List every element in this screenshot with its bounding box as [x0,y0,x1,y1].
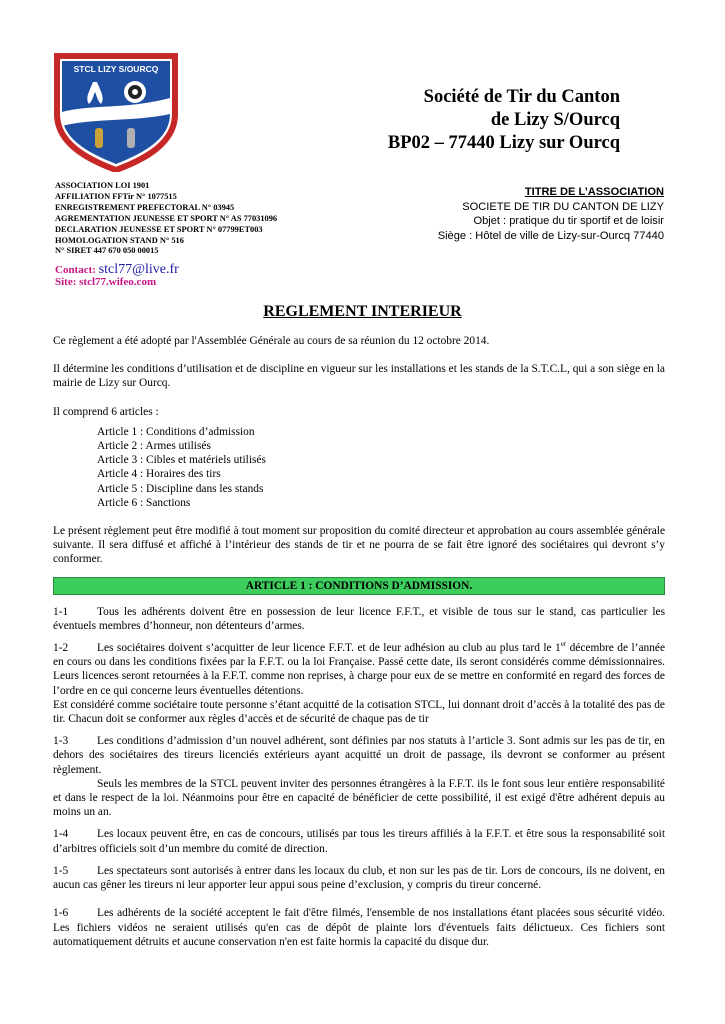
association-title-block [380,185,664,243]
org-title-line1: Société de Tir du Canton [423,87,620,107]
article-list [97,425,665,510]
association-info [55,181,277,257]
org-title-line3: BP02 – 77440 Lizy sur Ourcq [387,133,620,153]
section-number: 1-6 [53,907,69,920]
section-text: Les sociétaires doivent s’acquitter de leur licence F.F.T. et de leur adhésion au club au plus tard le 1 [97,642,561,655]
section-text: Les conditions d’admission d’un nouvel adhérent, sont définies par nos statuts à l’article 3. Sont admis sur les pas de tir, en dehors des sociétaires des tireurs licenciés extérieurs ayant acquitté un droit de passage, ils devront se conformer au présent règlement. [53,735,665,776]
list-item: Article 1 : Conditions d’admission [97,425,255,438]
list-item: Article 6 : Sanctions [97,496,191,509]
section-1-6 [53,906,665,949]
assoc-line: AGREMENTATION JEUNESSE ET SPORT N° AS 77031096 [55,213,278,223]
article1-heading: ARTICLE 1 : CONDITIONS D’ADMISSION. [53,577,665,595]
org-title-line2: de Lizy S/Ourcq [490,110,620,130]
list-item: Article 5 : Discipline dans les stands [97,482,264,495]
section-text: Tous les adhérents doivent être en possession de leur licence F.F.T., et visible de tous sur le stand, cas particulier les éventuels membres d’honneur, non détenteurs d’armes. [53,605,665,632]
assoc-line: HOMOLOGATION STAND N° 516 [55,235,184,245]
titre-objet: Objet : pratique du tir sportif et de loisir [473,215,664,227]
assoc-line: ASSOCIATION LOI 1901 [55,181,150,190]
document-body [53,334,665,949]
section-number: 1-2 [53,642,69,655]
assoc-line: AFFILIATION FFTir N° 1077515 [55,191,177,201]
titre-siege: Siège : Hôtel de ville de Lizy-sur-Ourcq 77440 [437,229,664,242]
assoc-line: ENREGISTREMENT PREFECTORAL N° 03945 [55,202,235,212]
contact-email-link[interactable]: stcl77@live.fr [98,262,179,277]
site-link[interactable]: Site: stcl77.wifeo.com [55,276,157,288]
section-text: Les spectateurs sont autorisés à entrer dans les locaux du club, et non sur les pas de tir. Lors de concours, ils ne doivent, en aucun cas gêner les tireurs ni leur apporter leur appui sous peine d’exclusion, y compris du tireur concerné. [53,864,665,892]
list-item: Article 3 : Cibles et matériels utilisés [97,454,266,467]
section-text: Les locaux peuvent être, en cas de concours, utilisés par tous les tireurs affiliés à la F.F.T. et être sous la responsabilité soit d’arbitres officiels soit d’un membre du comité de direction. [53,828,665,855]
assoc-line: DECLARATION JEUNESSE ET SPORT N° 07799ET003 [55,224,263,234]
section-1-1 [53,605,665,633]
list-item: Article 4 : Horaires des tirs [97,468,221,481]
intro-paragraph: Il comprend 6 articles : [53,405,159,418]
section-number: 1-1 [53,605,69,618]
intro-paragraph: Le présent règlement peut être modifié à tout moment sur proposition du comité directeur et approbation au cours assemblée générale suivante. Il sera diffusé et affiché à l’intérieur des stands de tir et ne pourra de se fait être ignoré des sociétaires qui devront s’y conformer. [53,525,665,566]
section-1-2 [53,641,665,698]
titre-heading: TITRE DE L’ASSOCIATION [524,186,664,198]
section-number: 1-3 [53,735,69,748]
section-1-5 [53,864,665,892]
section-number: 1-5 [53,864,69,877]
titre-name: SOCIETE DE TIR DU CANTON DE LIZY [462,200,664,213]
section-text: Les adhérents de la société acceptent le fait d'être filmés, l'ensemble de nos installations étant placées sous sécurité vidéo. Les fichiers vidéos ne seraient utilisés qu'en cas de dépôt de plainte lors d'éventuels faits délictueux. Ces fichiers sont automatiquement détruits et aucune conservation n'en est faite hormis la capacité du disque dur. [53,907,665,948]
intro-paragraph: Ce règlement a été adopté par l'Assemblée Générale au cours de sa réunion du 12 octobre 2014. [53,335,490,347]
section-text: décembre de l’année en cours ou dans les conditions fixées par la F.F.T. ou la loi Française. Passé cette date, ils seront considérés comme démissionnaires. Leurs licences seront retournées à la F.F.T. comme non reprises, à charge pour eux de se mettre en conformité en regard des forces de l’ordre en ce qui concerne leurs éventuelles détentions. [53,642,665,697]
organization-title [300,86,620,155]
section-1-3-continued: Seuls les membres de la STCL peuvent inviter des personnes étrangères à la F.F.T. ils le font sous leur entière responsabilité et dans le respect de la loi. Néanmoins pour être en capacité de bénéficier de cette possibilité, il est exigé d'être adhérent depuis au moins un an. [53,777,665,819]
contact-label: Contact: [55,264,96,276]
section-number: 1-4 [53,828,69,841]
club-logo [53,52,179,172]
section-1-3 [53,734,665,777]
superscript: er [560,640,567,649]
logo-text: STCL LIZY S/OURCQ [73,64,159,74]
section-1-2-continued: Est considéré comme sociétaire toute personne s’étant acquitté de la cotisation STCL, lui donnant droit d’accès à la totalité des pas de tir. Chacun doit se conformer aux règles d’accès et de sécurité de chaque pas de tir [53,698,665,726]
section-1-4 [53,827,665,855]
reglement-title: REGLEMENT INTERIEUR [263,303,462,320]
intro-paragraph: Il détermine les conditions d’utilisation et de discipline en vigueur sur les installations et les stands de la S.T.C.L, qui a son siège en la mairie de Lizy sur Ourcq. [53,363,665,390]
assoc-line: N° SIRET 447 670 050 00015 [55,246,159,256]
list-item: Article 2 : Armes utilisés [97,440,211,453]
